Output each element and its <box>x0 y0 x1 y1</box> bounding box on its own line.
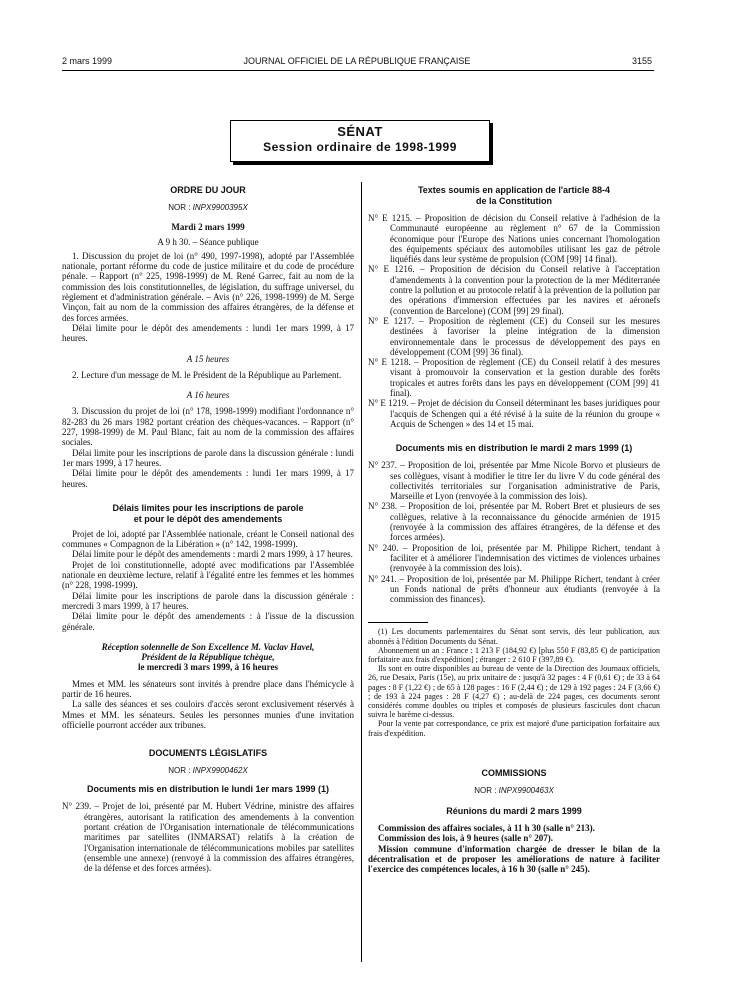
document-entry: N° 240. – Proposition de loi, présentée par M. Philippe Richert, tendant à faciliter et à améliorer l'indemnisation des victimes de violences urbaines (renvoyée à la commission des lois). <box>368 542 660 574</box>
header-journal-title: JOURNAL OFFICIEL DE LA RÉPUBLIQUE FRANÇAISE <box>243 56 471 66</box>
documents-legislatifs-heading: DOCUMENTS LÉGISLATIFS <box>148 748 268 759</box>
document-entry: N° 238. – Proposition de loi, présentée par M. Robert Bret et plusieurs de ses collègues, relative à la reconnaissance du génocide arménien de 1915 (renvoyée à la commission des affaires étrangères, de la défense et des forces armées). <box>368 501 660 543</box>
running-header <box>62 56 652 70</box>
agenda-item-2: 2. Lecture d'un message de M. le Président de la République au Parlement. <box>72 369 342 380</box>
nor-code: INPX9900462X <box>192 766 248 776</box>
header-rule <box>62 70 654 71</box>
agenda-item-3-deadline: Délai limite pour le dépôt des amendements : lundi 1er mars 1999, à 17 heures. <box>62 468 354 489</box>
agenda-item-1: 1. Discussion du projet de loi (n° 490, 1997-1998), adopté par l'Assemblée nationale, portant réforme du code de justice militaire et du code de procédure pénale. – Rapport (n° 225, 1998-1999) de M. René Garrec, fait au nom de la commission des lois constitutionnelles, de législation, du suffrage universel, du règlement et d'administration générale. – Avis (n° 226, 1998-1999) de M. Serge Vinçon, fait au nom de la commission des affaires étrangères, de la défense et des forces armées. <box>62 250 354 323</box>
agenda-item-1-deadline: Délai limite pour le dépôt des amendements : lundi 1er mars 1999, à 17 heures. <box>62 322 354 344</box>
commission-entry: Commission des lois, à 9 heures (salle n° 207). <box>378 833 553 844</box>
title-session: Session ordinaire de 1998-1999 <box>263 140 457 154</box>
reception-heading: Réception solennelle de Son Excellence M. Vaclav Havel, Président de la République tchèque, le mercredi 3 mars 1999, à 16 heures <box>101 641 315 673</box>
title-senat: SÉNAT <box>337 124 383 139</box>
delais-deadline: Délai limite pour les inscriptions de parole dans la discussion générale : mercredi 3 mars 1999, à 17 heures. <box>62 590 354 611</box>
texte-entry: N° E 1218. – Proposition de règlement (CE) du Conseil relatif à des mesures visant à promouvoir la conservation et la gestion durable des forêts tropicales et autres forêts dans les pays en développement (COM [99] 41 final). <box>368 357 660 399</box>
left-column <box>62 185 354 874</box>
footnote-rule <box>368 622 428 623</box>
nor-code: INPX9900395X <box>192 203 248 212</box>
texte-entry: N° E 1219. – Projet de décision du Conseil déterminant les bases juridiques pour l'acquis de Schengen qui a été révisé à la suite de la réunion du groupe « Acquis de Schengen » des 14 et 15 mai. <box>368 398 660 429</box>
delais-deadline: Délai limite pour le dépôt des amendements : mardi 2 mars 1999, à 17 heures. <box>72 549 353 560</box>
nor-line: NOR : INPX9900462X <box>168 766 248 776</box>
session-date: Mardi 2 mars 1999 <box>171 222 245 233</box>
document-entry: N° 239. – Projet de loi, présenté par M. Hubert Védrine, ministre des affaires étrangères, autorisant la ratification des amendements à la convention portant création de l'Organisation internationale de télécommunications maritimes par satellites (INMARSAT) relatifs à la création de l'Organisation internationale de télécommunications mobiles par satellites (ensemble une annexe) (renvoyé à la commission des affaires étrangères, de la défense et des forces armées). <box>62 801 354 874</box>
commissions-heading: COMMISSIONS <box>481 767 547 778</box>
footnote-text: Ils sont en outre disponibles au bureau de vente de la Direction des Journaux officiels, 26, rue Desaix, Paris (15e), au prix unitaire de : jusqu'à 32 pages : 4 F (0,61 €) ; de 33 à 64 pages : 8 F (1,22 €) ; de 65 à 128 pages : 16 F (2,44 €) ; de 129 à 192 pages : 24 F (3,66 €) ; de 193 à 224 pages : 28 F (4,27 €) ; au-delà de 224 pages, ces documents seront considérés comme doubles ou triples et composés de plusieurs fascicules dont chacun suivra le barème ci-dessus. <box>368 664 660 720</box>
ordre-du-jour-heading: ORDRE DU JOUR <box>170 185 246 195</box>
time-slot: A 15 heures <box>186 353 230 364</box>
footnote-text: Pour la vente par correspondance, ce prix est majoré d'une participation forfaitaire aux frais d'expédition. <box>368 719 660 738</box>
commission-entry: Mission commune d'information chargée de dresser le bilan de la décentralisation et de proposer les améliorations de nature à faciliter l'exercice des compétences locales, à 16 h 30 (salle n° 245). <box>368 843 660 875</box>
document-entry: N° 241. – Proposition de loi, présentée par M. Philippe Richert, tendant à créer un Fonds national de prêts d'honneur aux étudiants (renvoyée à la commission des finances). <box>368 573 660 605</box>
reception-text: Mmes et MM. les sénateurs sont invités à prendre place dans l'hémicycle à partir de 16 heures. <box>62 678 354 699</box>
texte-entry: N° E 1215. – Proposition de décision du Conseil relative à l'adhésion de la Communauté européenne au règlement n° 67 de la Commission économique pour l'Europe des Nations unies concernant l'homologation des équipements spéciaux des automobiles utilisant les gaz de pétrole liquéfiés dans leur système de propulsion (COM [99] 14 final). <box>368 213 660 265</box>
texte-entry: N° E 1216. – Proposition de décision du Conseil relative à l'acceptation d'amendements à la convention pour la protection de la mer Méditerranée contre la pollution et au protocole relatif à la prévention de la pollution par des opérations d'immersion effectuées par les navires et aéronefs (convention de Barcelone) (COM [99] 29 final). <box>368 264 660 316</box>
nor-line: NOR : INPX9900463X <box>474 785 554 795</box>
right-column <box>368 185 660 875</box>
delais-item: Projet de loi, adopté par l'Assemblée nationale, créant le Conseil national des communes « Compagnon de la Libération » (n° 142, 1998-1999). <box>62 528 354 550</box>
time-slot: A 9 h 30. – Séance publique <box>157 236 259 247</box>
footnotes <box>368 622 660 737</box>
reunions-heading: Réunions du mardi 2 mars 1999 <box>446 806 582 817</box>
footnote-text: Abonnement un an : France : 1 213 F (184,92 €) [plus 550 F (83,85 €) de participation forfaitaire aux frais d'expédition] ; étranger : 2 610 F (397,89 €). <box>368 645 660 664</box>
reception-text: La salle des séances et ses couloirs d'accès seront exclusivement réservés à Mmes et MM. les sénateurs. Seules les personnes munies d'une invitation officielle pourront accéder aux tribunes. <box>62 699 354 730</box>
textes-heading: Textes soumis en application de l'article 88-4 de la Constitution <box>417 185 611 206</box>
nor-line: NOR : INPX9900395X <box>168 203 248 212</box>
title-box <box>230 120 490 162</box>
documents-distribution-heading: Documents mis en distribution le mardi 2 mars 1999 (1) <box>395 443 633 454</box>
footnote-text: (1) Les documents parlementaires du Sénat sont servis, dès leur publication, aux abonnés à l'édition Documents du Sénat. <box>368 627 660 646</box>
header-page-number: 3155 <box>631 56 652 66</box>
delais-item: Projet de loi constitutionnelle, adopté avec modifications par l'Assemblée nationale en deuxième lecture, relatif à l'égalité entre les femmes et les hommes (n° 228, 1998-1999). <box>62 559 354 591</box>
agenda-item-3: 3. Discussion du projet de loi (n° 178, 1998-1999) modifiant l'ordonnance n° 82-283 du 26 mars 1982 portant création des chèques-vacances. – Rapport (n° 227, 1998-1999) de M. Paul Blanc, fait au nom de la commission des affaires sociales. <box>62 406 354 448</box>
header-date: 2 mars 1999 <box>62 56 113 66</box>
agenda-item-3-deadline: Délai limite pour les inscriptions de parole dans la discussion générale : lundi 1er mars 1999, à 17 heures. <box>62 447 354 468</box>
delais-heading: Délais limites pour les inscriptions de parole et pour le dépôt des amendements <box>112 502 304 524</box>
time-slot: A 16 heures <box>186 390 230 401</box>
commission-entry: Commission des affaires sociales, à 11 h 30 (salle n° 213). <box>378 823 595 834</box>
document-entry: N° 237. – Proposition de loi, présentée par Mme Nicole Borvo et plusieurs de ses collègues, visant à modifier le titre Ier du livre V du code général des collectivités territoriales sur l'organisation administrative de Paris, Marseille et Lyon (renvoyée à la commission des lois). <box>368 460 660 502</box>
nor-code: INPX9900463X <box>498 785 554 795</box>
column-divider <box>361 182 362 962</box>
documents-distribution-heading: Documents mis en distribution le lundi 1er mars 1999 (1) <box>86 784 330 795</box>
delais-deadline: Délai limite pour le dépôt des amendements : à l'issue de la discussion générale. <box>62 611 354 632</box>
texte-entry: N° E 1217. – Proposition de règlement (CE) du Conseil sur les mesures destinées à favoriser la pleine intégration de la dimension environnementale dans le processus de développement des pays en développement (COM [99] 36 final). <box>368 315 660 357</box>
